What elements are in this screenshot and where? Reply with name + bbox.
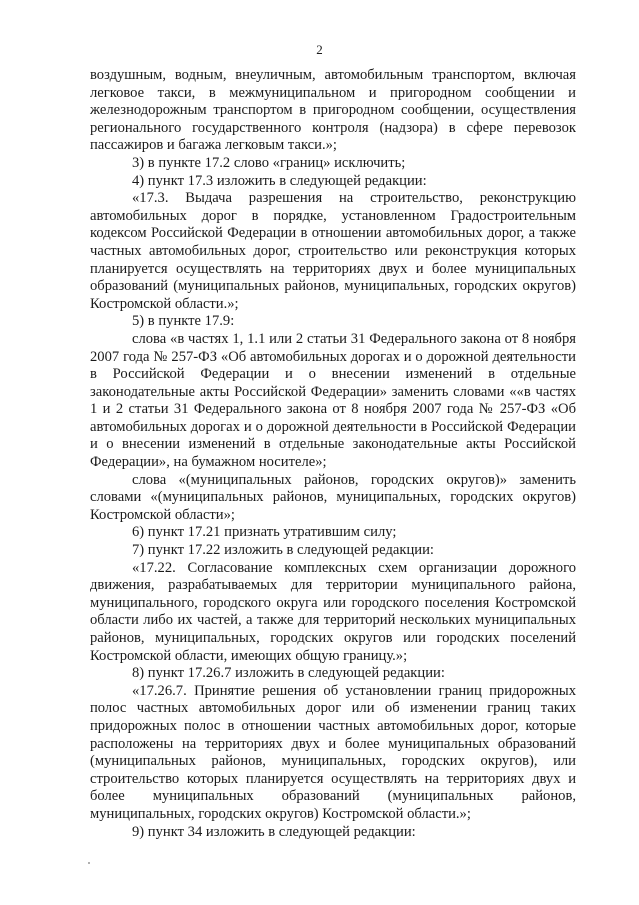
amendment-item-7: 7) пункт 17.22 изложить в следующей редакции:	[132, 542, 434, 559]
paragraph-continuation: воздушным, водным, внеуличным, автомобильным транспортом, включая легковое такси, в межмуниципальном и пригородном сообщении и железнодорожным транспортом в пригородном сообщении, осуществления регионального государственного контроля (надзора) в сфере перевозок пассажиров и багажа легковым такси.»;	[90, 67, 576, 154]
amendment-item-5: 5) в пункте 17.9:	[132, 313, 235, 330]
quoted-clause-17-22: «17.22. Согласование комплексных схем организации дорожного движения, разрабатываемых для территории муниципального района, муниципального, городского округа или городского поселения Костромской области либо их частей, а также для территорий нескольких муниципальных районов, муниципальных, городских округов или городских поселений Костромской области, имеющих общую границу.»;	[90, 559, 576, 664]
page-number: 2	[316, 42, 323, 57]
amendment-item-6: 6) пункт 17.21 признать утратившим силу;	[132, 524, 397, 541]
amendment-item-4: 4) пункт 17.3 изложить в следующей редакции:	[132, 172, 427, 189]
amendment-item-9: 9) пункт 34 изложить в следующей редакции:	[132, 823, 416, 840]
amendment-item-3: 3) в пункте 17.2 слово «границ» исключить;	[132, 154, 406, 171]
scan-speck	[88, 862, 90, 864]
replacement-words-1: слова «в частях 1, 1.1 или 2 статьи 31 Федерального закона от 8 ноября 2007 года № 257-ФЗ «Об автомобильных дорогах и о дорожной деятельности в Российской Федерации и о внесении изменений в отдельные законодательные акты Российской Федерации» заменить словами ««в частях 1 и 2 статьи 31 Федерального закона от 8 ноября 2007 года № 257-ФЗ «Об автомобильных дорогах и о дорожной деятельности в Российской Федерации и о внесении изменений в отдельные законодательные акты Российской Федерации», на бумажном носителе»;	[90, 330, 576, 471]
quoted-clause-17-3: «17.3. Выдача разрешения на строительство, реконструкцию автомобильных дорог в порядке, установленном Градостроительным кодексом Российской Федерации в отношении автомобильных дорог, а также частных автомобильных дорог, строительство или реконструкция которых планируется осуществлять на территориях двух и более муниципальных образований (муниципальных районов, муниципальных, городских округов) Костромской области.»;	[90, 190, 576, 312]
amendment-item-8: 8) пункт 17.26.7 изложить в следующей редакции:	[132, 665, 445, 682]
quoted-clause-17-26-7: «17.26.7. Принятие решения об установлении границ придорожных полос частных автомобильных дорог или об изменении границ таких придорожных полос в отношении частных автомобильных дорог, которые расположены на территориях двух и более муниципальных образований (муниципальных районов, муниципальных, городских округов), или строительство которых планируется осуществлять на территориях двух и более муниципальных образований (муниципальных районов, муниципальных, городских округов) Костромской области.»;	[90, 682, 576, 822]
replacement-words-2: слова «(муниципальных районов, городских округов)» заменить словами «(муниципальных районов, муниципальных, городских округов) Костромской области»;	[90, 471, 576, 523]
document-body	[90, 67, 576, 841]
